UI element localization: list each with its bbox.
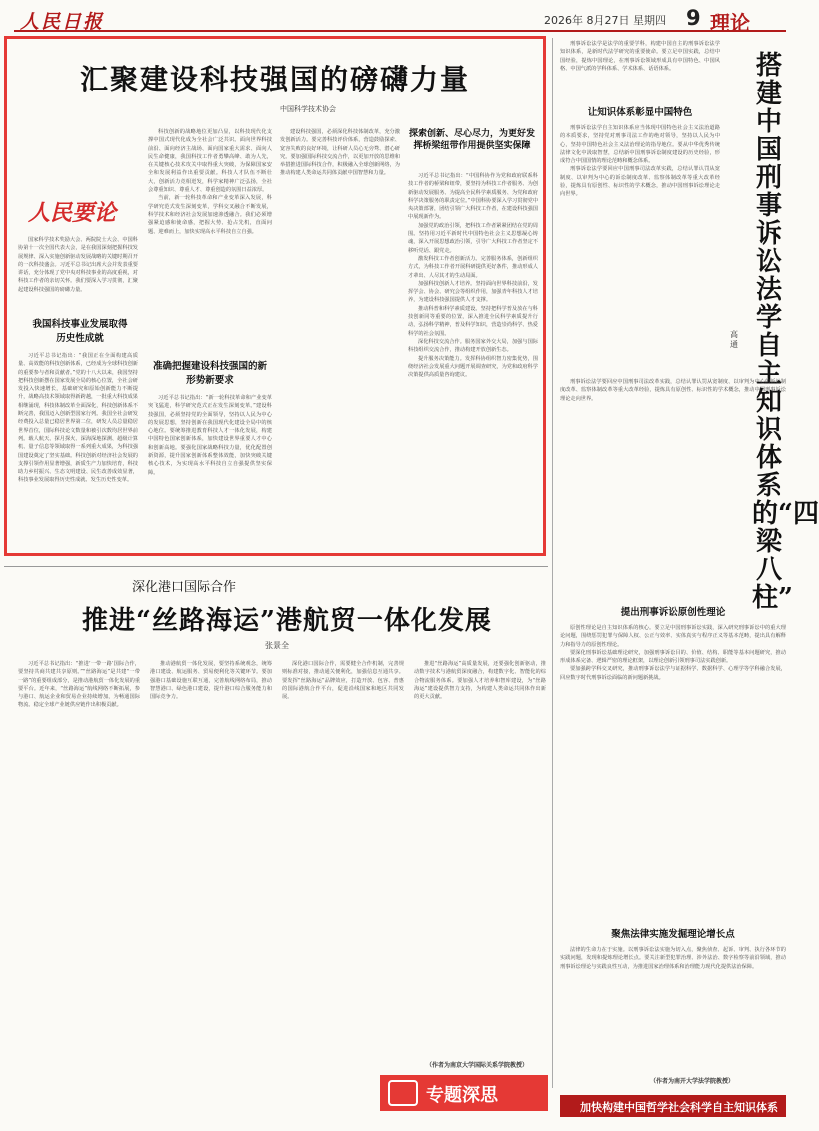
column-divider [552, 38, 553, 1088]
article3-title[interactable]: 推进“丝路海运”港航贸一体化发展 [82, 606, 492, 636]
article3-kicker: 深化港口国际合作 [132, 580, 237, 595]
article1-column-3: 习近平总书记指出：“新一轮科技革命和产业变革突飞猛进，科学研究范式正在发生深刻变革。”建设科技强国，必须坚持党的全面领导，坚持以人民为中心的发展思想，坚持创新在我国现代化建设全局中的核心地位。要统筹推进教育科技人才一体化发展，构建中国特色国家创新体系，加快建设世界重要人才中心和创新高地。要强化国家战略科技力量，优化配置创新资源，提升国家创新体系整体效能，加快突破关键核心技术，为实现高水平科技自立自强提供坚实保障。 [148, 395, 272, 476]
article1-subheading-3: 探索创新、尽心尽力，为更好发挥桥梁纽带作用提供坚实保障 [408, 129, 535, 151]
article2-author: 高通 [730, 330, 738, 349]
article2-column-2: 原创性理论是自主知识体系的核心。要立足中国刑事诉讼实践，深入研究刑事诉讼中的重大理论问题，围绕惩罚犯罪与保障人权、公正与效率、实体真实与程序正义等基本范畴，提出具有解释力和指导力的原创性理论。 要深化刑事诉讼基础理论研究，加强刑事诉讼目的、价值、结构、职能等基本问题研究，推动形成体系完备、逻辑严密的理论框架，以理论创新引领刑事司法实践创新。 要加强跨学科交叉研究，推动刑事诉讼法学与证据科学、数据科学、心理学等学科融合发展，回应数字时代刑事诉讼面临的新问题新挑战。 [560, 625, 786, 681]
issue-date: 2026年 8月27日 星期四 [544, 14, 666, 27]
article2-column-3: 法律的生命力在于实施。以刑事诉讼法实施为切入点，聚焦侦查、起诉、审判、执行各环节的实践问题，发现和提炼理论增长点。要关注新型犯罪治理、涉外法治、数字检察等前沿领域，推动刑事诉讼理论与实践良性互动，为推进国家治理体系和治理能力现代化提供法治保障。 [560, 947, 786, 970]
article1-byline: 中国科学技术协会 [280, 105, 336, 113]
column-tag: 人民要论 [28, 200, 117, 226]
article2-column-1: 刑事诉讼法学自主知识体系应当体现中国特色社会主义法治道路的本质要求，坚持党对刑事司法工作的绝对领导，坚持以人民为中心，坚持中国特色社会主义法治理论的指导地位。要从中华优秀传统法律文化中汲取智慧，总结新中国刑事诉讼制度建设的历史经验，形成符合中国国情的理论范畴和概念体系。 刑事诉讼法学要回应中国刑事司法改革实践，总结认罪认罚从宽制度、以审判为中心的诉讼制度改革、监察体制改革等重大改革经验，提炼具有原创性、标识性的学术概念，推动中国刑事诉讼理论走向世界。 [560, 125, 720, 198]
article1-column-4: 建设科技强国，必须深化科技体制改革，充分激发创新活力。要完善科技评价体系，营造鼓励探索、宽容失败的良好环境，让科研人员心无旁骛、潜心研究。要加强国际科技交流合作，以更加开放的思维和举措推进国际科技合作，积极融入全球创新网络，为推动构建人类命运共同体贡献中国智慧和力量。 [280, 129, 400, 177]
masthead [14, 6, 786, 35]
article3-column-1: 习近平总书记指出：“推进‘一带一路’国际合作，要坚持共商共建共享原则。”“丝路海运”是共建“一带一路”的重要组成部分，是推动港航贸一体化发展的重要平台。近年来，“丝路海运”航线网络不断拓展，参与港口、航运企业和贸易企业持续增加，为畅通国际物流、稳定全球产业链供应链作出积极贡献。 [18, 661, 141, 709]
article1-column-2: 科技创新的战略地位更加凸显，以科技现代化支撑中国式现代化成为全社会广泛共识。面向世界科技前沿、面向经济主战场、面向国家重大需求、面向人民生命健康，我国科技工作者勇攀高峰、敢为人先，在关键核心技术攻关中取得重大突破，为保障国家安全和发展利益作出重要贡献。科技人才队伍不断壮大，创新活力竞相迸发，科学家精神广泛弘扬，全社会尊重知识、尊重人才、尊重创造的氛围日益浓厚。 当前，新一轮科技革命和产业变革深入发展，科学研究范式发生深刻变革，学科交叉融合不断发展，科学技术和经济社会发展加速渗透融合。我们必须增强紧迫感和使命感，把握大势、抢占先机，直面问题、迎难而上，加快实现高水平科技自立自强。 [148, 129, 272, 235]
article2-subheading-3: 聚焦法律实施发掘理论增长点 [611, 929, 735, 940]
article1-column-5: 习近平总书记指出：“中国科协作为党和政府联系科技工作者的桥梁和纽带，要坚持为科技工作者服务、为创新驱动发展服务、为提高全民科学素质服务、为党和政府科学决策服务的职责定位。”中国科协要深入学习贯彻党中央决策部署，团结引领广大科技工作者，在建设科技强国中展现新作为。 加强党的政治引领，把科技工作者紧紧团结在党的周围。坚持用习近平新时代中国特色社会主义思想凝心铸魂，深入开展思想政治引领，引导广大科技工作者坚定不移听党话、跟党走。 激发科技工作者创新活力。完善服务体系，创新组织方式，为科技工作者开展科研提供更好条件，推动形成人才辈出、人尽其才的生动局面。 加强科技创新人才培养。坚持面向世界科技前沿，发挥学会、协会、研究会等组织作用，加强青年科技人才培养，为建设科技强国提供人才支撑。 推动科普和科学素质建设。坚持把科学普及放在与科技创新同等重要的位置，深入推进全民科学素质提升行动，弘扬科学精神，普及科学知识，营造崇尚科学、热爱科学的社会氛围。 深化科技交流合作。服务国家外交大局，加强与国际科技组织交流合作，推动构建开放创新生态。 提升服务决策能力。发挥科协组织智力密集优势，围绕经济社会发展重大问题开展调查研究，为党和政府科学决策提供高质量咨询建议。 [408, 173, 538, 379]
article1-subheading-1: 我国科技事业发展取得历史性成就 [32, 319, 128, 344]
special-column-badge: 专题深思 [380, 1075, 548, 1111]
article1-title[interactable]: 汇聚建设科技强国的磅礴力量 [80, 63, 471, 96]
newspaper-logo: 人民日报 [20, 11, 105, 33]
article2-author-note: （作者为南开大学法学院教授） [650, 1078, 735, 1085]
article2-intro: 刑事诉讼法学是法学的重要学科，构建中国自主的刑事诉讼法学知识体系，是新时代法学研究的重要使命。要立足中国实践，总结中国经验，提炼中国理论，在刑事诉讼领域形成具有中国特色、中国风格、中国气派的学科体系、学术体系、话语体系。 [560, 41, 720, 72]
article1-subheading-2: 准确把握建设科技强国的新形势新要求 [152, 361, 267, 386]
page-number: 9 [686, 6, 701, 30]
article2-column-1-cont: 刑事诉讼法学要回应中国刑事司法改革实践，总结认罪认罚从宽制度、以审判为中心的诉讼制度改革、监察体制改革等重大改革经验，提炼具有原创性、标识性的学术概念，推动中国刑事诉讼理论走向世界。 [560, 379, 786, 402]
article2-subheading-1: 让知识体系彰显中国特色 [587, 107, 693, 118]
bottom-banner: 加快构建中国哲学社会科学自主知识体系 [560, 1095, 786, 1117]
article3-byline: 张景全 [265, 641, 289, 650]
article-divider [4, 566, 548, 567]
article3-column-2: 推动港航贸一体化发展，要坚持系统观念，统筹港口建设、航运服务、贸易便利化等关键环节。要加强港口基础设施互联互通，完善航线网络布局，推动智慧港口、绿色港口建设，提升港口综合服务能力和国际竞争力。 [150, 661, 272, 701]
article3-column-4: 推进“丝路海运”高质量发展，还要强化创新驱动，推动数字技术与港航贸深度融合，构建数字化、智能化的综合物流服务体系。要加强人才培养和智库建设，为“丝路海运”建设提供智力支持，为构建人类命运共同体作出新的更大贡献。 [414, 661, 546, 701]
section-name: 理论 [710, 11, 750, 35]
article2-subheading-2: 提出刑事诉讼原创性理论 [620, 607, 726, 618]
badge-frame-icon [388, 1080, 418, 1106]
article3-author-note: （作者为南京大学国际关系学院教授） [426, 1062, 529, 1069]
article2-title[interactable]: 搭建中国刑事诉讼法学自主知识体系的“四梁八柱” [752, 51, 819, 613]
article1-column-1: 习近平总书记指出：“我国正在全面构建高质量、高效能的科技创新体系，已经成为全球科技创新的重要参与者和贡献者。”党的十八大以来，我国坚持把科技创新摆在国家发展全局的核心位置，全社会研发投入快速增长，基础研究和原始创新能力不断提升，战略高技术领域取得新跨越，一批重大科技成果相继涌现，科技体制改革全面深化，科技创新体系不断完善，我国迈入创新型国家行列。我国全社会研发经费投入总量已稳居世界第二位，研发人员总量稳居世界首位，国际科技论文数量和被引次数均居世界前列。载人航天、探月探火、深海深地探测、超级计算机、量子信息等领域取得一系列重大成果，为科技强国建设奠定了坚实基础。科技创新对经济社会发展的支撑引领作用显著增强，新质生产力加快培育，科技助力乡村振兴、生态文明建设、民生改善成效显著，科技事业发展取得历史性成就、发生历史性变革。 [18, 353, 138, 484]
article3-column-3: 深化港口国际合作，需要健全合作机制，完善规则标准对接，推动通关便利化，加强信息互通共享。要发挥“丝路海运”品牌效应，打造开放、包容、普惠的国际港航合作平台，促进沿线国家和地区共同发展。 [282, 661, 404, 701]
article1-intro: 国家科学技术奖励大会、两院院士大会、中国科协第十一次全国代表大会，是在我国深刻把握科技发展规律、深入实施创新驱动发展战略的关键时期召开的一次科技盛会。习近平总书记出席大会并发表重要讲话，充分体现了党中央对科技事业的高度重视，对科技工作者的亲切关怀。我们要深入学习贯彻，汇聚起建设科技强国的磅礴力量。 [18, 237, 138, 293]
